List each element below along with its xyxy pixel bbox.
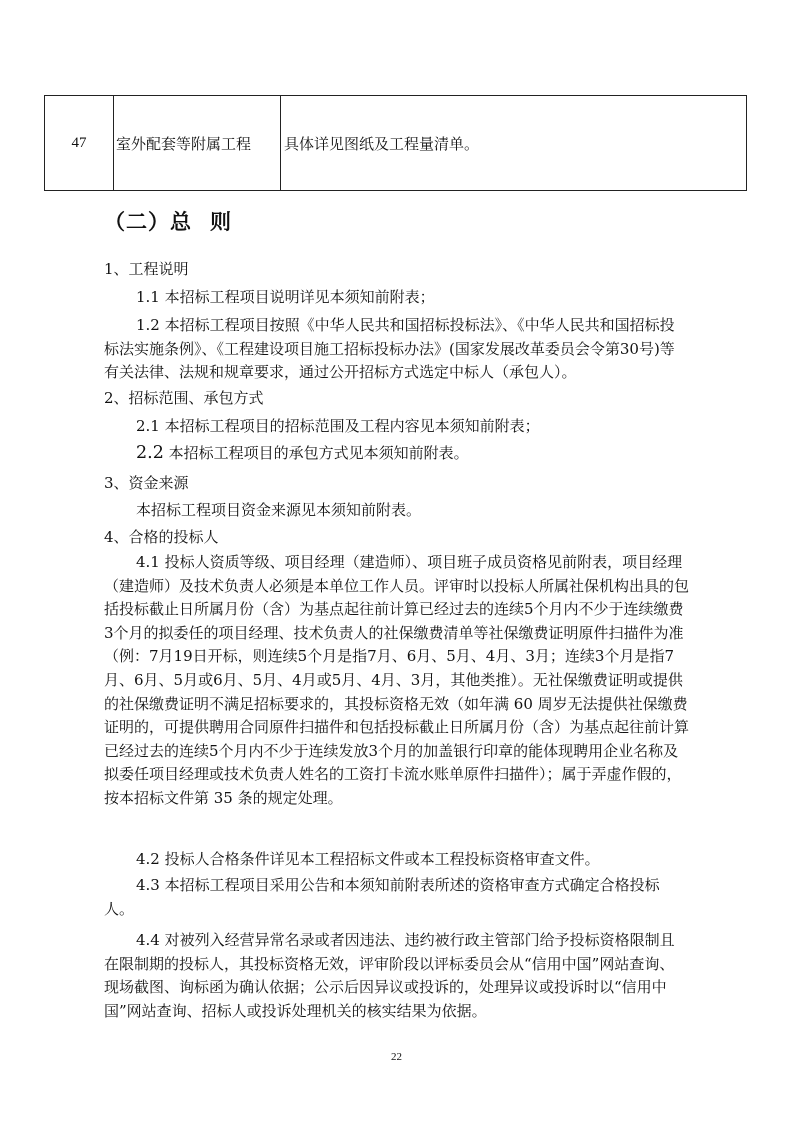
row-number-cell: 47 bbox=[45, 96, 114, 191]
item-4-title: 4、合格的投标人 bbox=[104, 528, 219, 546]
item-4-4: 4.4 对被列入经营异常名录或者因违法、违约被行政主管部门给予投标资格限制且在限制期的投标人，其投标资格无效，评审阶段以评标委员会从“信用中国”网站查询、现场截图、询标函为确认依据；公示后因异议或投诉的，处理异议或投诉时以“信用中国”网站查询、招标人或投诉处理机关的核实结果为依据。 bbox=[104, 931, 675, 1020]
item-4-2: 4.2 投标人合格条件详见本工程招标文件或本工程投标资格审查文件。 bbox=[136, 850, 600, 868]
section-heading bbox=[104, 206, 232, 236]
row-content-cell: 具体详见图纸及工程量清单。 bbox=[281, 96, 747, 191]
page-number: 22 bbox=[391, 1051, 402, 1063]
item-3-text: 本招标工程项目资金来源见本须知前附表。 bbox=[136, 501, 422, 519]
item-4-3: 4.3 本招标工程项目采用公告和本须知前附表所述的资格审查方式确定合格投标人。 bbox=[104, 876, 660, 918]
table-row bbox=[45, 96, 747, 191]
item-1-title: 1、工程说明 bbox=[104, 260, 189, 278]
item-2-title: 2、招标范围、承包方式 bbox=[104, 389, 264, 407]
section-heading-part1: （二）总 bbox=[104, 209, 192, 234]
item-1-2: 1.2 本招标工程项目按照《中华人民共和国招标投标法》、《中华人民共和国招标投标法实施条例》、《工程建设项目施工招标投标办法》(国家发展改革委员会令第30号)等有关法律、法规和规章要求，通过公开招标方式选定中标人（承包人）。 bbox=[104, 316, 675, 382]
item-1-1: 1.1 本招标工程项目说明详见本须知前附表； bbox=[136, 288, 435, 306]
item-2-1: 2.1 本招标工程项目的招标范围及工程内容见本须知前附表； bbox=[136, 417, 540, 435]
item-2-2 bbox=[136, 443, 469, 463]
item-3-title: 3、资金来源 bbox=[104, 474, 189, 492]
row-name-cell: 室外配套等附属工程 bbox=[114, 96, 281, 191]
item-2-2-number: 2.2 bbox=[136, 443, 164, 463]
section-heading-part2: 则 bbox=[210, 209, 232, 234]
item-2-2-text: 本招标工程项目的承包方式见本须知前附表。 bbox=[168, 444, 469, 462]
item-4-1: 4.1 投标人资质等级、项目经理（建造师）、项目班子成员资格见前附表，项目经理（建造师）及技术负责人必须是本单位工作人员。评审时以投标人所属社保机构出具的包括投标截止日所属月份（含）为基点起往前计算已经过去的连续5个月内不少于连续缴费3个月的拟委任的项目经理、技术负责人的社保缴费清单等社保缴费证明原件扫描件为准（例：7月19日开标，则连续5个月是指7月、6月、5月、4月、3月；连续3个月是指7月、6月、5月或6月、5月、4月或5月、4月、3月，其他类推）。无社保缴费证明或提供的社保缴费证明不满足招标要求的，其投标资格无效（如年满 60 周岁无法提供社保缴费证明的，可提供聘用合同原件扫描件和包括投标截止日所属月份（含）为基点起往前计算已经过去的连续5个月内不少于连续发放3个月的加盖银行印章的能体现聘用企业名称及拟委任项目经理或技术负责人姓名的工资打卡流水账单原件扫描件）；属于弄虚作假的，按本招标文件第 35 条的规定处理。 bbox=[104, 553, 690, 807]
project-table bbox=[44, 95, 747, 191]
